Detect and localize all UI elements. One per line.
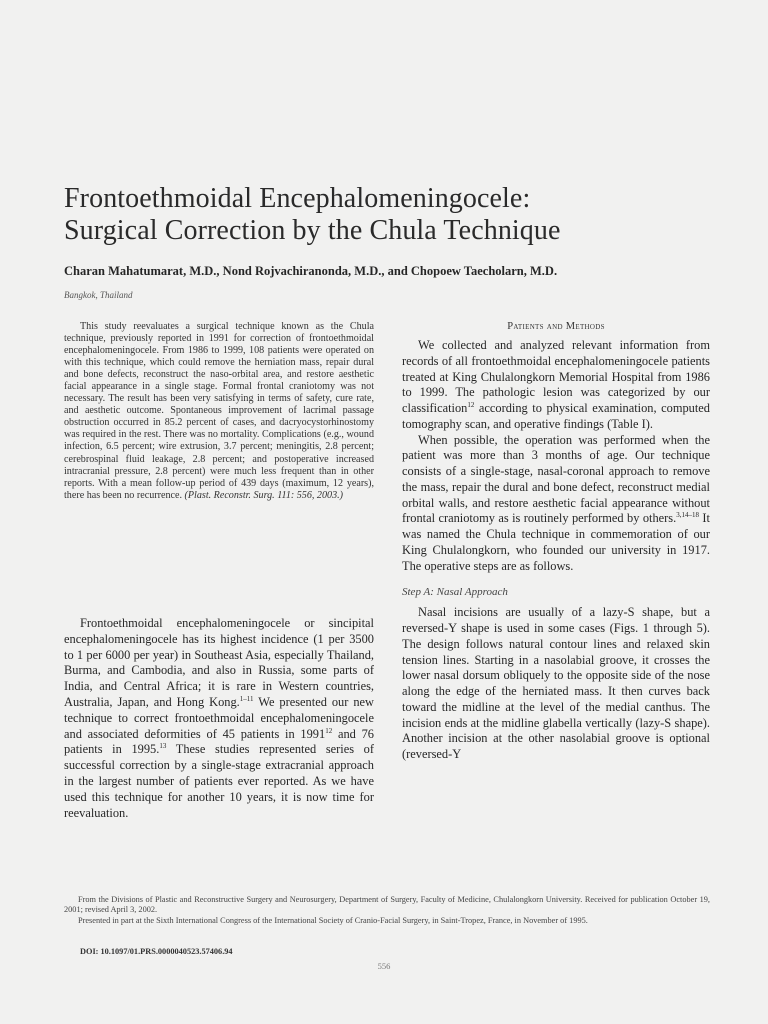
- abstract-text: This study reevaluates a surgical technique known as the Chula technique, previously reported in 1991 for correction of frontoethmoidal encephalomeningocele. From 1986 to 1999, 108 patients were operated on with this technique, which could remove the herniation mass, repair dural and bone defects, reconstruct the naso-orbital area, and restore aesthetic facial appearance in a single stage. Formal frontal craniotomy was not necessary. The result has been very satisfying in terms of safety, cure rate, and aesthetic outcome. Spontaneous improvement of lacrimal passage obstruction occurred in 85.2 percent of cases, and dacryocystorhinostomy was required in the rest. There was no mortality. Complications (e.g., wound infection, 6.5 percent; wire extrusion, 3.7 percent; meningitis, 2.8 percent; cerebrospinal fluid leakage, 2.8 percent; and postoperative increased intracranial pressure, 2.8 percent) were much less frequent than in other reports. With a mean follow-up period of 439 days (maximum, 12 years), there has been no recurrence.: [64, 321, 374, 501]
- subheading-step-a: Step A: Nasal Approach: [402, 586, 508, 599]
- section-heading-methods: Patients and Methods: [507, 321, 605, 332]
- footnote: [64, 895, 710, 926]
- page-number: 556: [377, 961, 391, 971]
- title-line-1: Frontoethmoidal Encephalomeningocele:: [64, 183, 531, 214]
- footnote-affiliation: From the Divisions of Plastic and Reconstructive Surgery and Neurosurgery, Department of Surgery, Faculty of Medicine, Chulalongkorn University. Received for publication October 19, 2001; revised April 3, 2002.: [64, 895, 710, 915]
- intro-text-2: We presented our new technique to correct frontoethmoidal encephalomeningocele and associated deformities of 45 patients in 1991: [64, 694, 374, 741]
- intro-text-3: and 76 patients in 1995.: [64, 726, 374, 757]
- reference-marker: 13: [159, 742, 167, 751]
- methods-text-1b: according to physical examination, computed tomography scan, and operative findings (Table I).: [402, 401, 710, 431]
- methods-paragraph-3: Nasal incisions are usually of a lazy-S shape, but a reversed-Y shape is used in some cases (Figs. 1 through 5). The design follows natural contour lines and relaxed skin tension lines. Starting in a nasolabial groove, it crosses the lower nasal dorsum obliquely to the opposite side of the nose along the edge of the herniated mass. It then curves back toward the midline at the level of the medial canthus. The incision ends at the midline glabella vertically (lazy-S shape). Another incision at the other nasolabial groove is optional (reversed-Y: [402, 605, 710, 761]
- abstract-citation: (Plast. Reconstr. Surg. 111: 556, 2003.): [184, 489, 344, 501]
- affiliation: Bangkok, Thailand: [64, 290, 133, 300]
- intro-text-1: Frontoethmoidal encephalomeningocele or sincipital encephalomeningocele has its highest incidence (1 per 3500 to 1 per 6000 per year) in Southeast Asia, especially Thailand, Burma, and Cambodia, and also in Russia, some parts of India, and Central Africa; it is rare in Western countries, Australia, Japan, and Hong Kong.: [64, 616, 374, 709]
- author-list: Charan Mahatumarat, M.D., Nond Rojvachiranonda, M.D., and Chopoew Taecholarn, M.D.: [64, 264, 558, 278]
- article-title: [64, 183, 724, 247]
- methods-paragraph-1: [402, 338, 710, 433]
- abstract: [64, 321, 374, 502]
- reference-marker: 1–11: [239, 694, 254, 703]
- methods-text-2b: It was named the Chula technique in commemoration of our King Chulalongkorn, who founded our university in 1917. The operative steps are as follows.: [402, 511, 710, 573]
- doi: DOI: 10.1097/01.PRS.0000040523.57406.94: [80, 947, 233, 956]
- title-line-2: Surgical Correction by the Chula Technique: [64, 215, 561, 246]
- footnote-presented: Presented in part at the Sixth International Congress of the International Society of Cranio-Facial Surgery, in Saint-Tropez, France, in November of 1995.: [78, 915, 588, 925]
- methods-text-1a: We collected and analyzed relevant information from records of all frontoethmoidal encephalomeningocele patients treated at King Chulalongkorn Memorial Hospital from 1986 to 1999. The pathologic lesion was categorized by our classification: [402, 338, 710, 415]
- right-column: [402, 321, 710, 763]
- methods-text-2a: When possible, the operation was performed when the patient was more than 3 months of age. Our technique consists of a single-stage, nasal-coronal approach to remove the mass, repair the dural and bone defect, reconstruct medial orbital walls, and restore aesthetic facial appearance without frontal craniotomy as is routinely performed by others.: [402, 432, 710, 526]
- methods-paragraph-2: [402, 433, 710, 575]
- intro-text-4: These studies represented series of successful correction by a single-stage extracranial approach in the largest number of patients ever reported. As we have used this technique for another 10 years, it is now time for reevaluation.: [64, 742, 374, 820]
- introduction-paragraph: [64, 616, 374, 821]
- reference-marker: 12: [467, 401, 475, 409]
- reference-marker: 3,14–18: [676, 511, 699, 520]
- reference-marker: 12: [325, 726, 333, 735]
